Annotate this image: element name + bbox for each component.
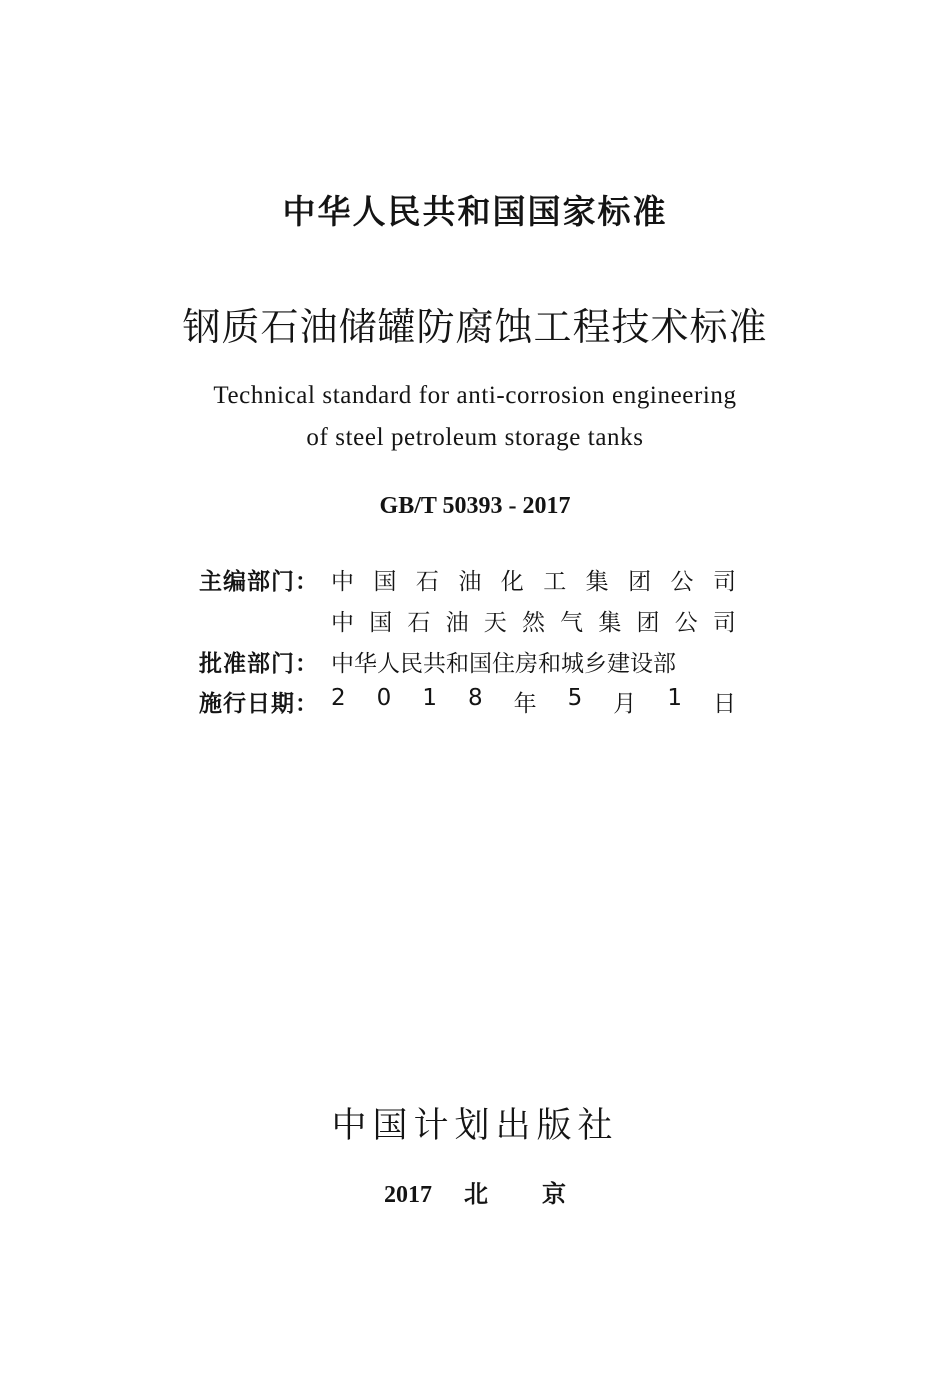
- editor-2-char: 公: [674, 609, 698, 636]
- publisher-name: 中国计划出版社: [331, 1106, 619, 1146]
- title-english-line-1: Technical standard for anti-corrosion engineering: [213, 382, 737, 409]
- effective-date-char: 5: [567, 684, 583, 711]
- editor-2-char: 油: [445, 609, 469, 636]
- national-standard-label: 中华人民共和国国家标准: [282, 192, 668, 231]
- editor-2-char: 国: [369, 609, 393, 636]
- editor-2-char: 中: [331, 609, 354, 636]
- title-chinese: 钢质石油储罐防腐蚀工程技术标准: [182, 305, 768, 349]
- editor-2-char: 气: [560, 609, 584, 636]
- editor-1-char: 国: [373, 568, 397, 595]
- effective-date-char: 8: [467, 684, 483, 711]
- editor-2-char: 团: [636, 609, 660, 636]
- effective-date-char: 日: [712, 690, 736, 717]
- editor-1-char: 司: [712, 568, 736, 595]
- editor-row-1: [199, 562, 736, 596]
- editor-1-char: 公: [670, 568, 694, 595]
- effective-date-value: [331, 685, 736, 718]
- approver-value: 中华人民共和国住房和城乡建设部: [331, 650, 676, 677]
- editor-2-char: 石: [407, 609, 431, 636]
- editor-label: 主编部门：: [199, 568, 319, 595]
- effective-date-label: 施行日期：: [199, 690, 319, 717]
- standard-code: GB/T 50393 - 2017: [379, 493, 571, 519]
- effective-date-row: [199, 684, 736, 718]
- editor-1-char: 油: [458, 568, 482, 595]
- effective-date-char: 月: [613, 690, 637, 717]
- editor-row-2: [199, 603, 736, 637]
- editor-2-char: 司: [712, 609, 736, 636]
- effective-date-char: 2: [331, 684, 346, 711]
- approver-label: 批准部门：: [199, 650, 319, 677]
- effective-date-char: 1: [422, 684, 437, 711]
- publication-year: 2017: [384, 1182, 432, 1208]
- effective-date-char: 0: [376, 684, 392, 711]
- editor-1-char: 化: [500, 568, 524, 595]
- effective-date-char: 年: [513, 690, 537, 717]
- editor-1-char: 石: [415, 568, 439, 595]
- approver-row: [199, 644, 736, 678]
- title-english-line-2: of steel petroleum storage tanks: [306, 424, 644, 451]
- editor-2-char: 然: [521, 609, 545, 636]
- publication-place: [0, 1174, 950, 1209]
- publication-city-char: 北: [464, 1182, 488, 1208]
- editor-1-char: 团: [628, 568, 652, 595]
- editor-1-char: 工: [543, 568, 567, 595]
- publication-city-char: 京: [542, 1182, 566, 1208]
- editor-1-char: 集: [585, 568, 609, 595]
- editor-2-char: 天: [483, 609, 507, 636]
- editor-1-char: 中: [331, 568, 354, 595]
- editor-2-value: [331, 604, 736, 637]
- editor-1-value: [331, 563, 736, 596]
- effective-date-char: 1: [667, 684, 682, 711]
- editor-2-char: 集: [598, 609, 622, 636]
